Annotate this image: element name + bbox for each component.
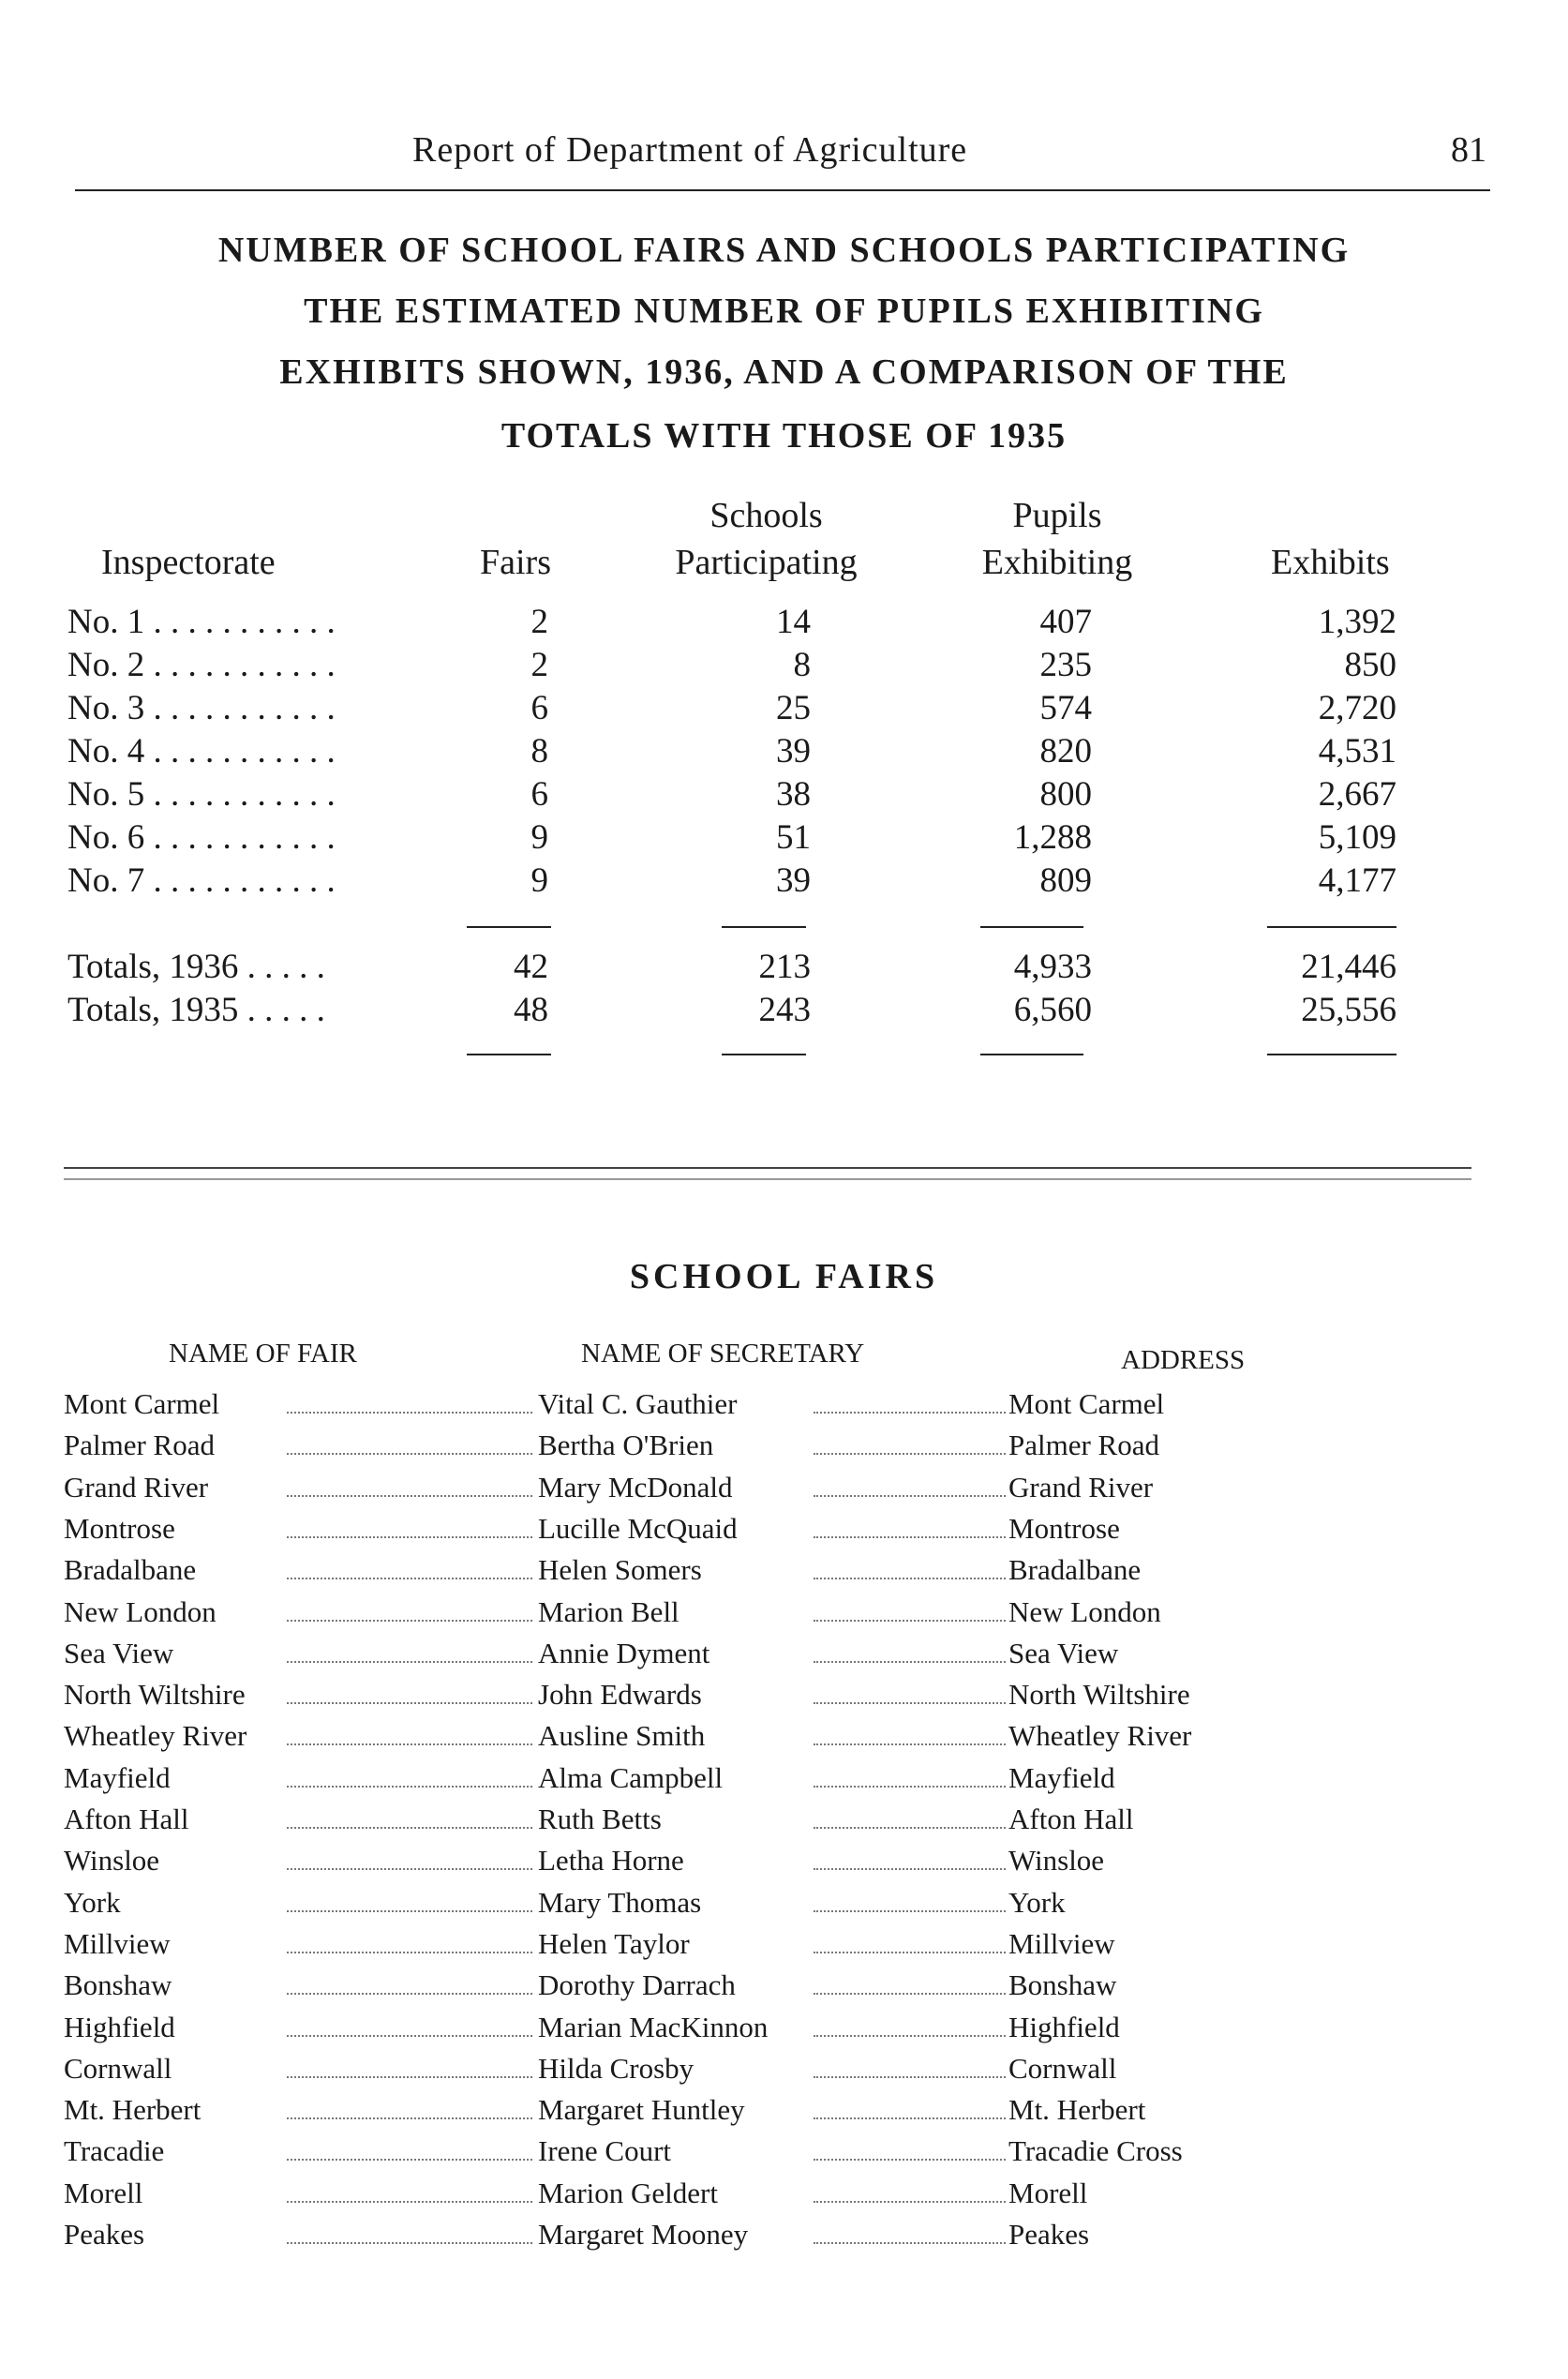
dot-leader: [287, 1786, 532, 1788]
fair-row: [64, 1429, 1292, 1470]
total-rule: [467, 926, 551, 928]
fair-address: Tracadie Cross: [1008, 2134, 1183, 2168]
total-fairs: 48: [514, 991, 548, 1029]
fair-address: Peakes: [1008, 2218, 1090, 2251]
fair-name: Bradalbane: [64, 1553, 197, 1587]
cell-schools: 25: [776, 689, 811, 727]
total-pupils: 6,560: [1013, 991, 1092, 1029]
fair-row: [64, 1803, 1292, 1844]
dot-leader: [814, 1993, 1006, 1995]
cell-fairs: 2: [530, 646, 548, 684]
header-exhibits: Exhibits: [1271, 543, 1390, 582]
total-schools: 243: [758, 991, 811, 1029]
fair-address: Bonshaw: [1008, 1968, 1117, 2002]
fair-row: [64, 1471, 1292, 1512]
dot-leader: [287, 1495, 532, 1497]
secretary-name: Annie Dyment: [538, 1636, 710, 1669]
fair-row: [64, 1637, 1292, 1678]
dot-leader: [287, 1952, 532, 1953]
row-label: No. 7 . . . . . . . . . . .: [67, 861, 336, 900]
header-fairs: Fairs: [480, 543, 551, 582]
cell-fairs: 8: [530, 732, 548, 771]
secretary-name: Bertha O'Brien: [538, 1429, 714, 1462]
cell-pupils: 235: [1039, 646, 1092, 684]
total-pupils: 4,933: [1013, 948, 1092, 986]
fair-row: [64, 1927, 1292, 1968]
fair-address: Mt. Herbert: [1008, 2093, 1146, 2127]
fair-address: Grand River: [1008, 1470, 1154, 1504]
secretary-name: Helen Taylor: [538, 1926, 690, 1960]
row-label: No. 6 . . . . . . . . . . .: [67, 818, 336, 857]
fair-name: Morell: [64, 2176, 143, 2209]
cell-fairs: 6: [530, 775, 548, 814]
header-pupils-top: Pupils: [1012, 496, 1102, 535]
dot-leader: [814, 1827, 1006, 1829]
fair-name: Wheatley River: [64, 1719, 247, 1753]
cell-exhibits: 1,392: [1318, 603, 1396, 641]
row-label: No. 1 . . . . . . . . . . .: [67, 603, 336, 641]
total-rule: [722, 926, 806, 928]
row-label: No. 3 . . . . . . . . . . .: [67, 689, 336, 727]
dot-leader: [287, 1910, 532, 1912]
dot-leader: [814, 2117, 1006, 2119]
fair-address: Sea View: [1008, 1636, 1119, 1669]
fair-row: [64, 1512, 1292, 1553]
fair-address: Millview: [1008, 1926, 1115, 1960]
fair-row: [64, 2093, 1292, 2134]
fair-address: York: [1008, 1885, 1066, 1919]
dot-leader: [814, 2242, 1006, 2244]
total-label: Totals, 1936 . . . . .: [67, 948, 325, 986]
cell-exhibits: 5,109: [1318, 818, 1396, 857]
row-label: No. 5 . . . . . . . . . . .: [67, 775, 336, 814]
dot-leader: [814, 1495, 1006, 1497]
bottom-rule: [722, 1054, 806, 1055]
fair-name: Afton Hall: [64, 1803, 189, 1835]
cell-schools: 14: [776, 603, 811, 641]
cell-pupils: 1,288: [1013, 818, 1092, 857]
fair-address: Bradalbane: [1008, 1553, 1142, 1587]
secretary-name: John Edwards: [538, 1678, 702, 1712]
dot-leader: [287, 1620, 532, 1622]
dot-leader: [287, 2117, 532, 2119]
fair-name: Bonshaw: [64, 1968, 172, 2002]
dot-leader: [814, 1620, 1006, 1622]
dot-leader: [814, 1786, 1006, 1788]
header-name-of-fair: NAME OF FAIR: [169, 1339, 357, 1369]
secretary-name: Alma Campbell: [538, 1760, 724, 1794]
dot-leader: [287, 1661, 532, 1663]
fair-address: Palmer Road: [1008, 1429, 1159, 1462]
cell-fairs: 6: [530, 689, 548, 727]
dot-leader: [287, 1412, 532, 1414]
dot-leader: [814, 2035, 1006, 2037]
fair-row: [64, 1595, 1292, 1637]
dot-leader: [814, 1412, 1006, 1414]
dot-leader: [287, 2201, 532, 2203]
fair-name: Cornwall: [64, 2051, 172, 2085]
fair-name: Mayfield: [64, 1760, 171, 1794]
secretary-name: Letha Horne: [538, 1844, 684, 1878]
secretary-name: Vital C. Gauthier: [538, 1387, 738, 1420]
fair-address: Winsloe: [1008, 1844, 1105, 1878]
secretary-name: Hilda Crosby: [538, 2051, 694, 2085]
dot-leader: [287, 1743, 532, 1745]
table-title-line-3: EXHIBITS SHOWN, 1936, AND A COMPARISON OF THE: [279, 352, 1289, 392]
cell-fairs: 2: [530, 603, 548, 641]
header-schools-bottom: Participating: [675, 543, 858, 582]
secretary-name: Mary McDonald: [538, 1470, 733, 1504]
secretary-name: Marion Bell: [538, 1594, 679, 1628]
secretary-name: Marion Geldert: [538, 2176, 718, 2209]
cell-schools: 51: [776, 818, 811, 857]
fair-name: Highfield: [64, 2010, 175, 2043]
fair-row: [64, 2052, 1292, 2093]
table-title-line-1: NUMBER OF SCHOOL FAIRS AND SCHOOLS PARTICIPATING: [217, 231, 1351, 270]
fair-name: Palmer Road: [64, 1429, 215, 1462]
header-inspectorate: Inspectorate: [101, 543, 276, 582]
section-divider: [64, 1167, 1471, 1169]
fair-address: Mont Carmel: [1008, 1387, 1165, 1420]
fair-row: [64, 2011, 1292, 2052]
dot-leader: [287, 1578, 532, 1579]
secretary-name: Margaret Mooney: [538, 2218, 749, 2251]
fair-name: Winsloe: [64, 1844, 160, 1878]
fair-name: Millview: [64, 1926, 171, 1960]
total-rule: [980, 926, 1083, 928]
fair-name: Mt. Herbert: [64, 2093, 202, 2127]
total-rule: [1267, 926, 1396, 928]
dot-leader: [814, 1661, 1006, 1663]
secretary-name: Ruth Betts: [538, 1803, 662, 1835]
fair-row: [64, 2134, 1292, 2176]
secretary-name: Ausline Smith: [538, 1719, 706, 1753]
fair-name: Sea View: [64, 1636, 174, 1669]
header-address: ADDRESS: [1121, 1345, 1246, 1375]
dot-leader: [814, 1868, 1006, 1870]
dot-leader: [814, 1578, 1006, 1579]
cell-exhibits: 2,667: [1318, 775, 1396, 814]
fair-address: Montrose: [1008, 1511, 1120, 1545]
secretary-name: Helen Somers: [538, 1553, 702, 1587]
secretary-name: Irene Court: [538, 2134, 672, 2168]
cell-exhibits: 4,531: [1318, 732, 1396, 771]
fair-name: Mont Carmel: [64, 1387, 220, 1420]
fair-address: New London: [1008, 1594, 1161, 1628]
fair-name: Montrose: [64, 1511, 175, 1545]
row-label: No. 2 . . . . . . . . . . .: [67, 646, 336, 684]
fair-name: Peakes: [64, 2218, 145, 2251]
dot-leader: [814, 1453, 1006, 1455]
bottom-rule: [467, 1054, 551, 1055]
secretary-name: Margaret Huntley: [538, 2093, 745, 2127]
fair-name: North Wiltshire: [64, 1678, 246, 1712]
cell-fairs: 9: [530, 818, 548, 857]
cell-exhibits: 850: [1344, 646, 1396, 684]
dot-leader: [814, 1743, 1006, 1745]
section-divider: [64, 1178, 1471, 1180]
fair-row: [64, 1387, 1292, 1429]
school-fairs-title: SCHOOL FAIRS: [629, 1257, 939, 1296]
fair-name: Tracadie: [64, 2134, 165, 2168]
dot-leader: [287, 1868, 532, 1870]
secretary-name: Dorothy Darrach: [538, 1968, 736, 2002]
bottom-rule: [980, 1054, 1083, 1055]
total-label: Totals, 1935 . . . . .: [67, 991, 325, 1029]
dot-leader: [287, 1827, 532, 1829]
page-number: 81: [1451, 130, 1486, 170]
header-pupils-bottom: Exhibiting: [981, 543, 1133, 582]
cell-pupils: 574: [1039, 689, 1092, 727]
dot-leader: [287, 2242, 532, 2244]
fair-address: Highfield: [1008, 2010, 1120, 2043]
table-title-line-4: TOTALS WITH THOSE OF 1935: [500, 416, 1068, 456]
cell-exhibits: 2,720: [1318, 689, 1396, 727]
fair-name: Grand River: [64, 1470, 209, 1504]
cell-pupils: 820: [1039, 732, 1092, 771]
header-schools-top: Schools: [709, 496, 823, 535]
fair-row: [64, 1761, 1292, 1803]
cell-schools: 39: [776, 861, 811, 900]
cell-fairs: 9: [530, 861, 548, 900]
dot-leader: [287, 1536, 532, 1538]
dot-leader: [814, 1910, 1006, 1912]
secretary-name: Marian MacKinnon: [538, 2010, 769, 2043]
header-name-of-secretary: NAME OF SECRETARY: [581, 1339, 865, 1369]
fair-row: [64, 2177, 1292, 2218]
fair-row: [64, 2218, 1292, 2259]
cell-pupils: 407: [1039, 603, 1092, 641]
secretary-name: Mary Thomas: [538, 1885, 702, 1919]
fair-row: [64, 1844, 1292, 1885]
bottom-rule: [1267, 1054, 1396, 1055]
total-fairs: 42: [514, 948, 548, 986]
fair-address: Wheatley River: [1008, 1719, 1192, 1753]
cell-exhibits: 4,177: [1318, 861, 1396, 900]
fair-row: [64, 1886, 1292, 1927]
dot-leader: [287, 1453, 532, 1455]
fair-name: York: [64, 1885, 121, 1919]
cell-pupils: 809: [1039, 861, 1092, 900]
cell-schools: 38: [776, 775, 811, 814]
cell-pupils: 800: [1039, 775, 1092, 814]
fair-row: [64, 1719, 1292, 1760]
fair-row: [64, 1553, 1292, 1594]
dot-leader: [287, 1702, 532, 1704]
table-title-line-2: THE ESTIMATED NUMBER OF PUPILS EXHIBITING: [304, 292, 1264, 331]
dot-leader: [814, 1952, 1006, 1953]
dot-leader: [814, 2076, 1006, 2078]
dot-leader: [287, 2035, 532, 2037]
fair-row: [64, 1678, 1292, 1719]
dot-leader: [287, 1993, 532, 1995]
cell-schools: 39: [776, 732, 811, 771]
secretary-name: Lucille McQuaid: [538, 1511, 738, 1545]
fair-name: New London: [64, 1594, 217, 1628]
fair-address: Mayfield: [1008, 1760, 1115, 1794]
running-header-title: Report of Department of Agriculture: [412, 130, 968, 170]
total-exhibits: 25,556: [1301, 991, 1396, 1029]
total-exhibits: 21,446: [1301, 948, 1396, 986]
cell-schools: 8: [793, 646, 811, 684]
dot-leader: [287, 2076, 532, 2078]
header-rule: [75, 189, 1490, 191]
fair-address: Morell: [1008, 2176, 1088, 2209]
total-schools: 213: [758, 948, 811, 986]
dot-leader: [814, 1536, 1006, 1538]
fair-address: North Wiltshire: [1008, 1678, 1190, 1712]
fair-address: Cornwall: [1008, 2051, 1117, 2085]
dot-leader: [814, 2159, 1006, 2161]
dot-leader: [814, 1702, 1006, 1704]
dot-leader: [287, 2159, 532, 2161]
dot-leader: [814, 2201, 1006, 2203]
row-label: No. 4 . . . . . . . . . . .: [67, 732, 336, 771]
fair-address: Afton Hall: [1008, 1803, 1134, 1835]
fair-row: [64, 1968, 1292, 2010]
